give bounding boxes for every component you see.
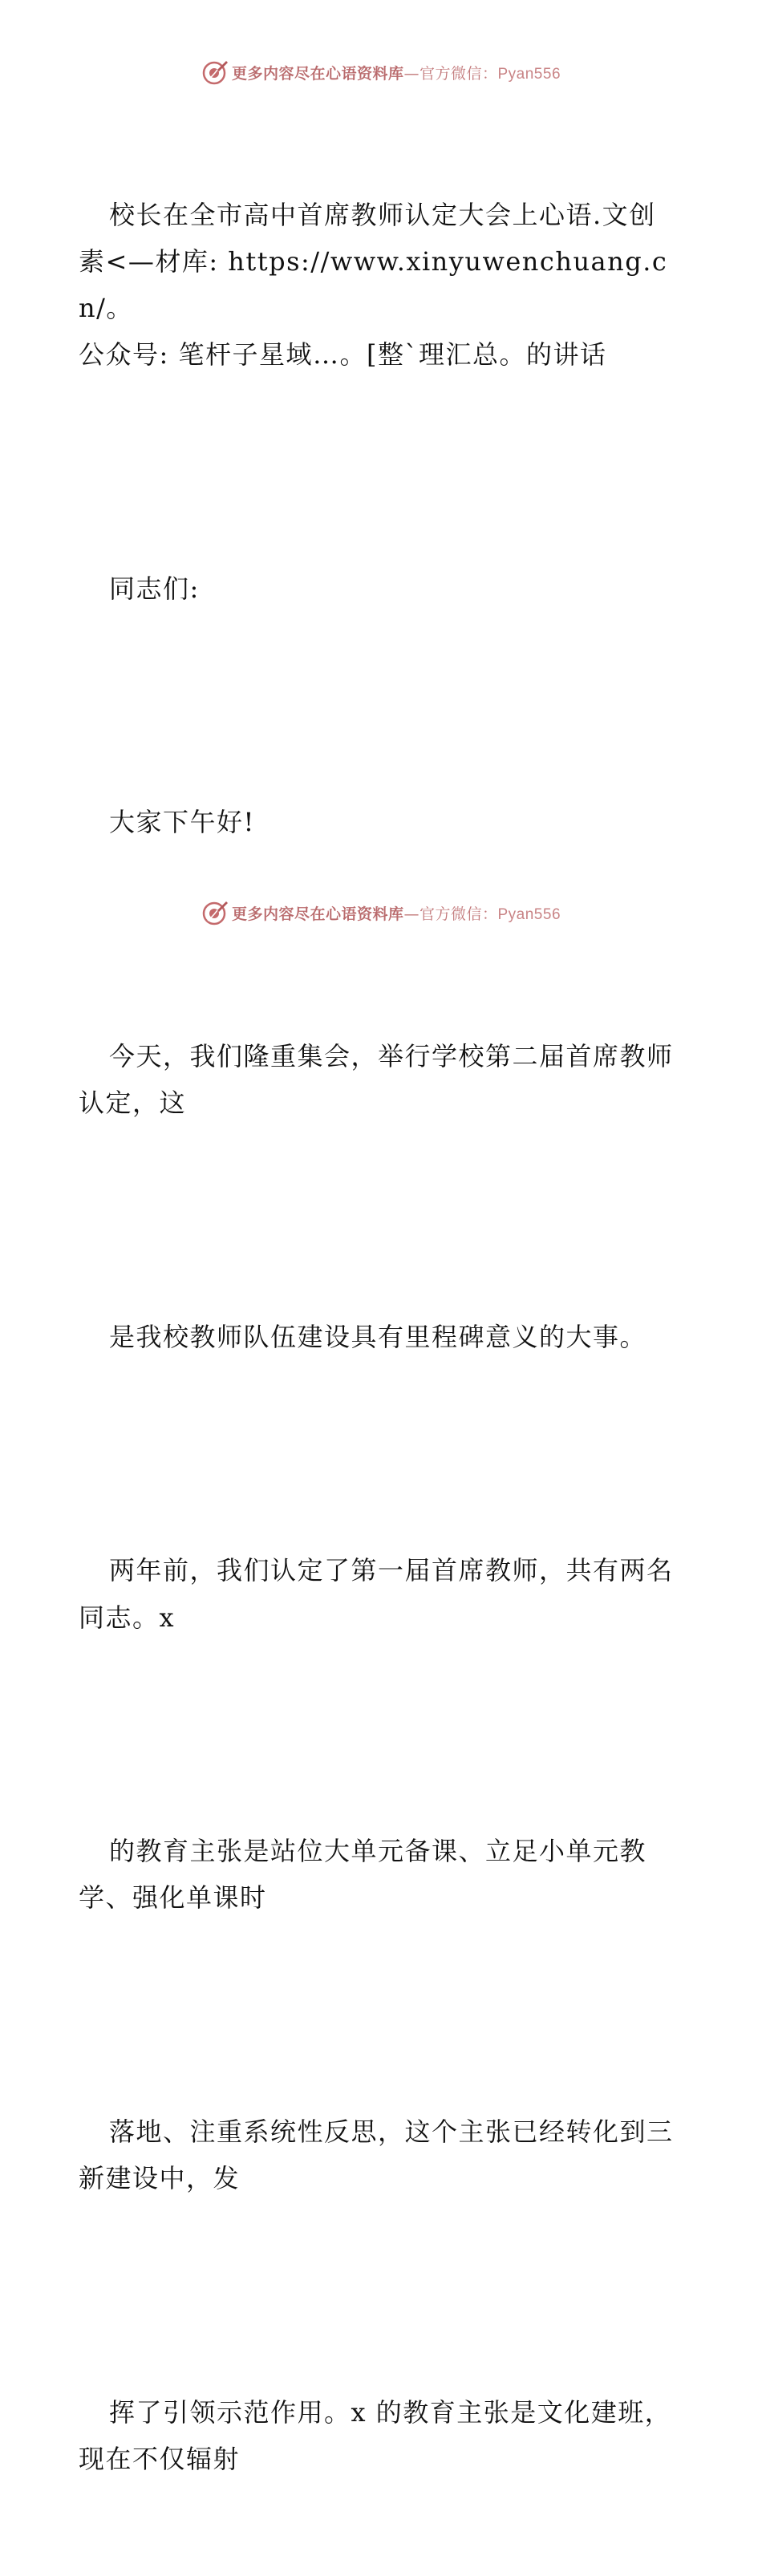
pen-logo-icon: [201, 59, 229, 86]
footer-wechat-label: 官方微信：: [419, 905, 498, 923]
paragraph-line: 落地、注重系统性反思，这个主张已经转化到三: [109, 2116, 674, 2147]
footer-banner-sep: —: [403, 905, 420, 923]
paragraph-line: 大家下午好!: [109, 807, 255, 838]
pen-logo-icon: [201, 899, 229, 926]
paragraph-line: 素<—材库: https://www.xinyuwenchuang.cn/。: [79, 245, 668, 324]
paragraph-title: [79, 98, 688, 472]
paragraph-line: 的教育主张是站位大单元备课、立足小单元教: [109, 1835, 647, 1866]
footer-wechat-id: Pyan556: [497, 905, 561, 923]
paragraph-line: 学、强化单课时: [79, 1882, 267, 1914]
footer-banner: [0, 897, 762, 929]
document-body: [79, 98, 688, 2576]
header-banner-text: [232, 62, 561, 83]
paragraph-line: 新建设中，发: [79, 2163, 241, 2194]
paragraph-line: 两年前，我们认定了第一届首席教师，共有两名: [109, 1555, 674, 1586]
paragraph: [79, 1454, 688, 1735]
paragraph-line: 同志们:: [109, 573, 200, 604]
header-banner-main: 更多内容尽在心语资料库: [231, 64, 404, 83]
paragraph-salutation: [79, 472, 688, 705]
header-banner-sep: —: [403, 64, 420, 83]
footer-banner-main: 更多内容尽在心语资料库: [231, 905, 404, 923]
paragraph: [79, 1734, 688, 2015]
paragraph: [79, 1220, 688, 1453]
header-wechat-label: 官方微信：: [419, 64, 498, 83]
footer-banner-text: [232, 902, 561, 924]
paragraph-line: 校长在全市高中首席教师认定大会上心语.文创: [109, 199, 656, 230]
paragraph-line: 同志。x: [79, 1602, 176, 1633]
paragraph: [79, 2295, 688, 2576]
paragraph-line: 认定，这: [79, 1088, 187, 1119]
paragraph-line: 挥了引领示范作用。x 的教育主张是文化建班，: [109, 2396, 672, 2428]
header-wechat-id: Pyan556: [497, 65, 561, 83]
paragraph-line: 是我校教师队伍建设具有里程碑意义的大事。: [109, 1321, 647, 1352]
paragraph-line: 公众号: 笔杆子星域…。[整ˋ理汇总。的讲话: [79, 339, 607, 371]
paragraph: [79, 939, 688, 1220]
paragraph-line: 今天，我们隆重集会，举行学校第二届首席教师: [109, 1040, 674, 1071]
paragraph: [79, 2015, 688, 2295]
header-banner: [0, 56, 762, 88]
paragraph-line: 现在不仅辐射: [79, 2443, 241, 2474]
